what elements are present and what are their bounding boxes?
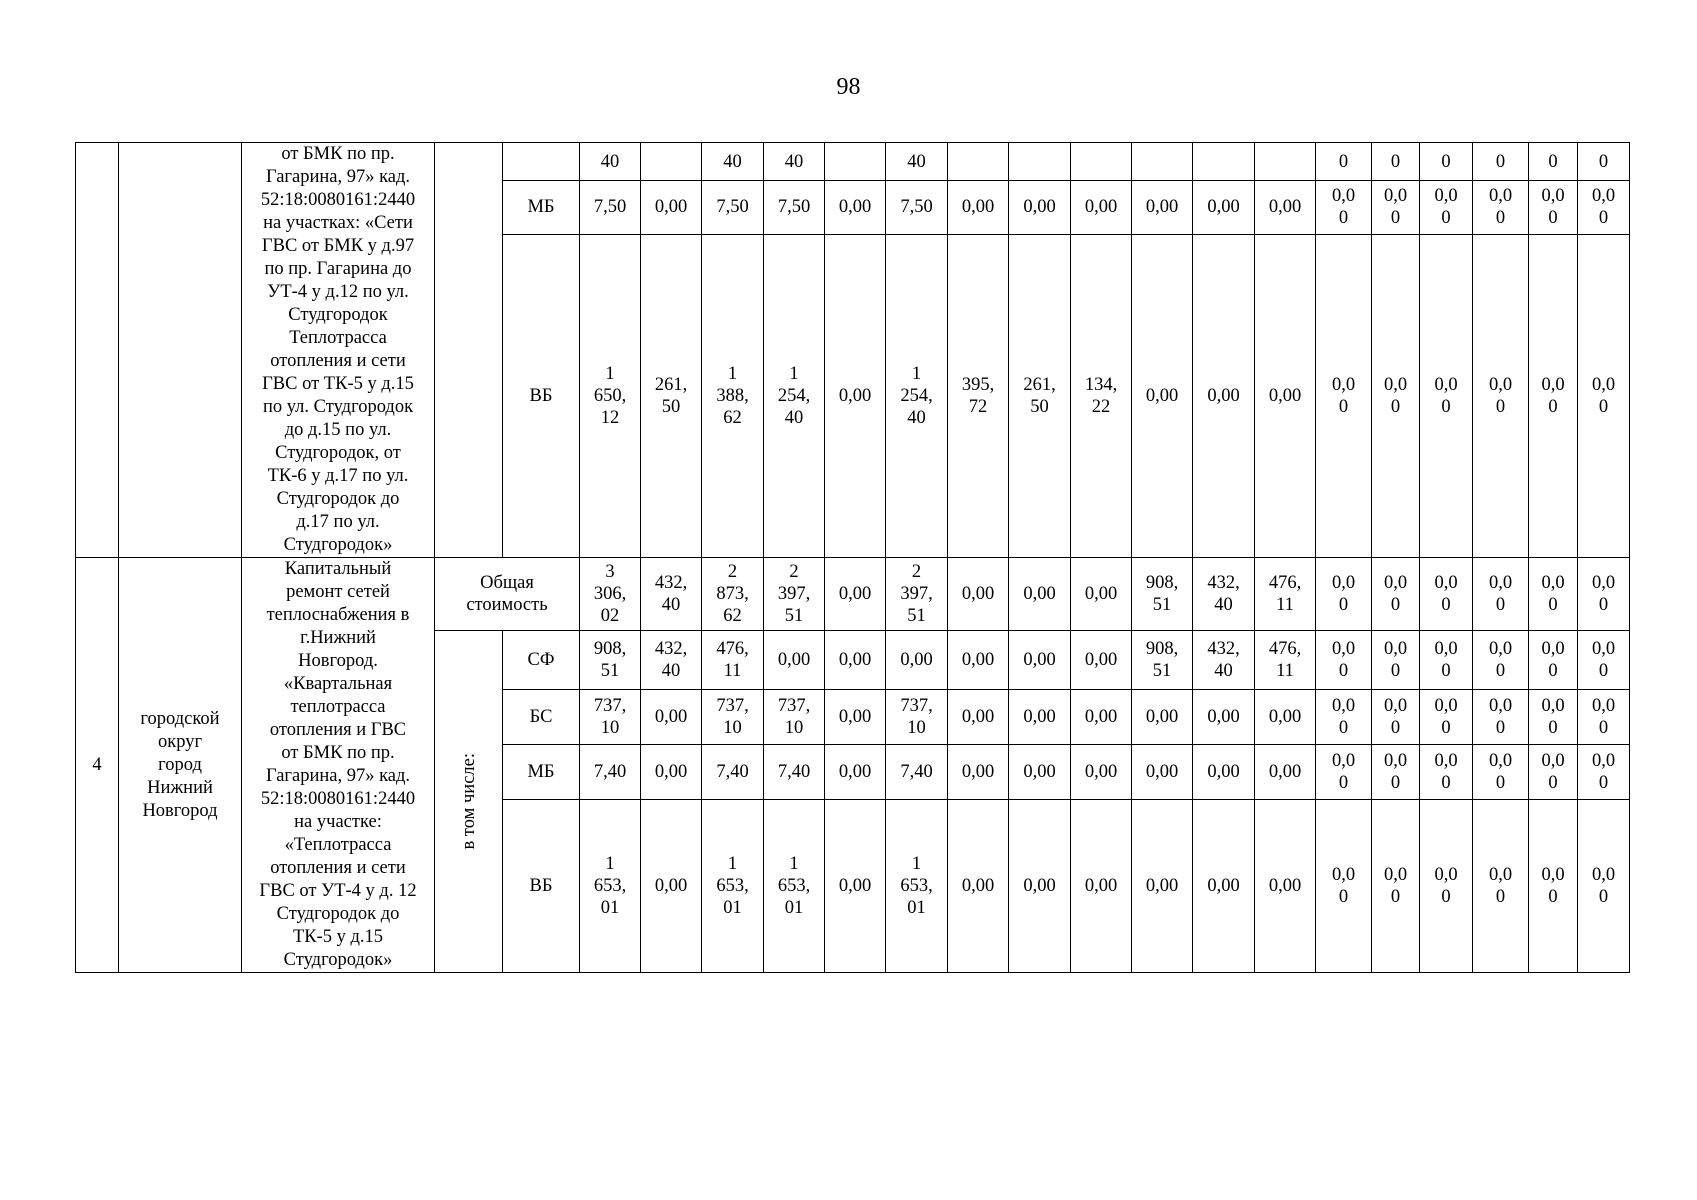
value-cell: 432, 40 [1193,631,1255,690]
value-cell: 908, 51 [580,631,641,690]
group-cell [435,143,503,558]
value-cell: 0,00 [1255,690,1316,745]
value-cell: 0,00 [1071,800,1132,973]
value-cell: 7,40 [886,745,948,800]
value-cell: 7,50 [764,181,825,235]
value-cell: 0,00 [1132,745,1193,800]
value-cell: 0,0 0 [1420,234,1473,557]
value-cell [948,143,1009,181]
value-cell: 0,00 [1132,234,1193,557]
value-cell: 0,00 [641,800,702,973]
value-cell: 0,00 [825,745,886,800]
value-cell: 0,0 0 [1529,181,1578,235]
value-cell: 261, 50 [641,234,702,557]
value-cell: 1 254, 40 [886,234,948,557]
value-cell: 0,00 [1009,745,1071,800]
value-cell: 40 [580,143,641,181]
value-cell: 1 388, 62 [702,234,764,557]
value-cell: 0,0 0 [1420,181,1473,235]
value-cell: 2 873, 62 [702,558,764,631]
source-label: МБ [503,745,580,800]
budget-table [75,142,1630,973]
value-cell: 737, 10 [886,690,948,745]
value-cell: 0,0 0 [1372,181,1420,235]
value-cell: 0,00 [1255,800,1316,973]
num-cell [76,143,119,558]
value-cell: 395, 72 [948,234,1009,557]
value-cell: 0,00 [948,690,1009,745]
value-cell: 0,0 0 [1316,745,1372,800]
value-cell: 0,0 0 [1473,690,1529,745]
value-cell: 0,0 0 [1372,631,1420,690]
value-cell: 0,00 [825,234,886,557]
description-cell: от БМК по пр. Гагарина, 97» кад. 52:18:0080161:2440 на участках: «Сети ГВС от БМК у д.97 по пр. Гагарина до УТ-4 у д.12 по ул. Студгородок Теплотрасса отопления и сети ГВС от ТК-5 у д.15 по ул. Студгородок до д.15 по ул. Студгородок, от ТК-6 у д.17 по ул. Студгородок до д.17 по ул. Студгородок» [242,143,435,558]
value-cell: 40 [886,143,948,181]
value-cell: 0,00 [641,181,702,235]
value-cell: 1 653, 01 [580,800,641,973]
including-label-cell [435,631,503,973]
value-cell: 134, 22 [1071,234,1132,557]
value-cell: 0,0 0 [1316,234,1372,557]
value-cell: 0,0 0 [1473,745,1529,800]
value-cell: 0,0 0 [1473,181,1529,235]
value-cell [1132,143,1193,181]
value-cell: 7,50 [886,181,948,235]
value-cell: 0,00 [1009,690,1071,745]
value-cell: 0,00 [1071,690,1132,745]
value-cell: 0 [1316,143,1372,181]
value-cell: 737, 10 [702,690,764,745]
num-cell: 4 [76,558,119,973]
value-cell: 0,0 0 [1578,631,1630,690]
value-cell: 0,00 [1255,234,1316,557]
value-cell: 0,0 0 [1316,558,1372,631]
value-cell: 2 397, 51 [886,558,948,631]
value-cell: 0,0 0 [1529,745,1578,800]
value-cell: 0,0 0 [1316,631,1372,690]
value-cell: 0,00 [641,690,702,745]
value-cell: 7,50 [580,181,641,235]
value-cell: 0,00 [1255,745,1316,800]
value-cell: 1 650, 12 [580,234,641,557]
value-cell: 0,0 0 [1529,631,1578,690]
value-cell: 0,0 0 [1372,800,1420,973]
value-cell: 0,0 0 [1473,800,1529,973]
value-cell: 261, 50 [1009,234,1071,557]
value-cell: 0,00 [764,631,825,690]
value-cell: 0,0 0 [1372,690,1420,745]
page-number: 98 [836,74,861,100]
value-cell: 0,0 0 [1529,800,1578,973]
value-cell: 1 254, 40 [764,234,825,557]
value-cell: 908, 51 [1132,631,1193,690]
value-cell: 0,00 [1009,631,1071,690]
value-cell: 0,0 0 [1420,690,1473,745]
value-cell: 476, 11 [702,631,764,690]
value-cell: 737, 10 [580,690,641,745]
value-cell: 0,00 [1071,181,1132,235]
value-cell: 3 306, 02 [580,558,641,631]
value-cell: 0,00 [948,800,1009,973]
value-cell: 0,0 0 [1578,181,1630,235]
value-cell: 0,0 0 [1372,558,1420,631]
value-cell [1071,143,1132,181]
value-cell: 0,0 0 [1316,800,1372,973]
value-cell: 0,00 [1071,745,1132,800]
value-cell: 0,00 [1193,745,1255,800]
source-label: БС [503,690,580,745]
district-cell [119,143,242,558]
value-cell [1193,143,1255,181]
value-cell: 0 [1473,143,1529,181]
source-label: ВБ [503,800,580,973]
table-row [76,558,1630,631]
value-cell: 0 [1578,143,1630,181]
including-label: в том числе: [458,753,479,850]
value-cell: 0,00 [1071,558,1132,631]
value-cell: 7,50 [702,181,764,235]
value-cell: 0,0 0 [1578,800,1630,973]
value-cell: 0 [1529,143,1578,181]
value-cell: 0,00 [1193,690,1255,745]
value-cell: 476, 11 [1255,558,1316,631]
value-cell: 0,0 0 [1473,631,1529,690]
value-cell: 40 [702,143,764,181]
value-cell: 0,00 [825,690,886,745]
value-cell: 40 [764,143,825,181]
value-cell: 0 [1420,143,1473,181]
value-cell: 908, 51 [1132,558,1193,631]
value-cell: 0,00 [1255,181,1316,235]
value-cell: 0,00 [1193,234,1255,557]
value-cell: 7,40 [580,745,641,800]
value-cell: 0,0 0 [1420,745,1473,800]
table-row [76,143,1630,181]
value-cell: 737, 10 [764,690,825,745]
value-cell: 0,0 0 [1473,234,1529,557]
value-cell: 0,0 0 [1529,690,1578,745]
value-cell [641,143,702,181]
value-cell: 0,0 0 [1316,690,1372,745]
value-cell: 0,00 [825,181,886,235]
value-cell: 7,40 [764,745,825,800]
value-cell: 0,0 0 [1420,558,1473,631]
value-cell: 2 397, 51 [764,558,825,631]
value-cell: 0,00 [1071,631,1132,690]
value-cell: 0,0 0 [1372,234,1420,557]
value-cell: 0,0 0 [1578,234,1630,557]
value-cell [825,143,886,181]
value-cell: 0,0 0 [1316,181,1372,235]
value-cell: 1 653, 01 [886,800,948,973]
value-cell: 432, 40 [641,558,702,631]
value-cell: 0,0 0 [1420,631,1473,690]
value-cell: 0,0 0 [1578,690,1630,745]
value-cell: 0,00 [948,631,1009,690]
value-cell: 0,00 [1009,181,1071,235]
value-cell: 476, 11 [1255,631,1316,690]
value-cell: 432, 40 [641,631,702,690]
value-cell [1009,143,1071,181]
district-cell: городской округ город Нижний Новгород [119,558,242,973]
value-cell: 0,00 [948,745,1009,800]
source-label: ВБ [503,234,580,557]
value-cell: 0,0 0 [1372,745,1420,800]
source-label: СФ [503,631,580,690]
value-cell: 0,00 [825,558,886,631]
value-cell: 7,40 [702,745,764,800]
value-cell: 0,00 [641,745,702,800]
value-cell: 0,0 0 [1578,745,1630,800]
value-cell: 0,00 [1009,800,1071,973]
total-label: Общая стоимость [435,558,580,631]
value-cell: 0,00 [1132,690,1193,745]
value-cell: 0,00 [1132,800,1193,973]
value-cell: 0,0 0 [1578,558,1630,631]
value-cell: 0,00 [886,631,948,690]
value-cell: 0,00 [948,181,1009,235]
value-cell: 0,00 [1132,181,1193,235]
value-cell: 1 653, 01 [764,800,825,973]
value-cell: 0,00 [1193,800,1255,973]
value-cell [1255,143,1316,181]
source-label [503,143,580,181]
value-cell: 0,0 0 [1473,558,1529,631]
value-cell: 0,00 [825,631,886,690]
value-cell: 0,0 0 [1529,558,1578,631]
value-cell: 0,0 0 [1420,800,1473,973]
value-cell: 1 653, 01 [702,800,764,973]
value-cell: 0,00 [1193,181,1255,235]
value-cell: 0,00 [1009,558,1071,631]
value-cell: 0,00 [825,800,886,973]
value-cell: 0 [1372,143,1420,181]
value-cell: 0,00 [948,558,1009,631]
source-label: МБ [503,181,580,235]
value-cell: 432, 40 [1193,558,1255,631]
description-cell: Капитальный ремонт сетей теплоснабжения в г.Нижний Новгород. «Квартальная теплотрасса отопления и ГВС от БМК по пр. Гагарина, 97» кад. 52:18:0080161:2440 на участке: «Теплотрасса отопления и сети ГВС от УТ-4 у д. 12 Студгородок до ТК-5 у д.15 Студгородок» [242,558,435,973]
value-cell: 0,0 0 [1529,234,1578,557]
